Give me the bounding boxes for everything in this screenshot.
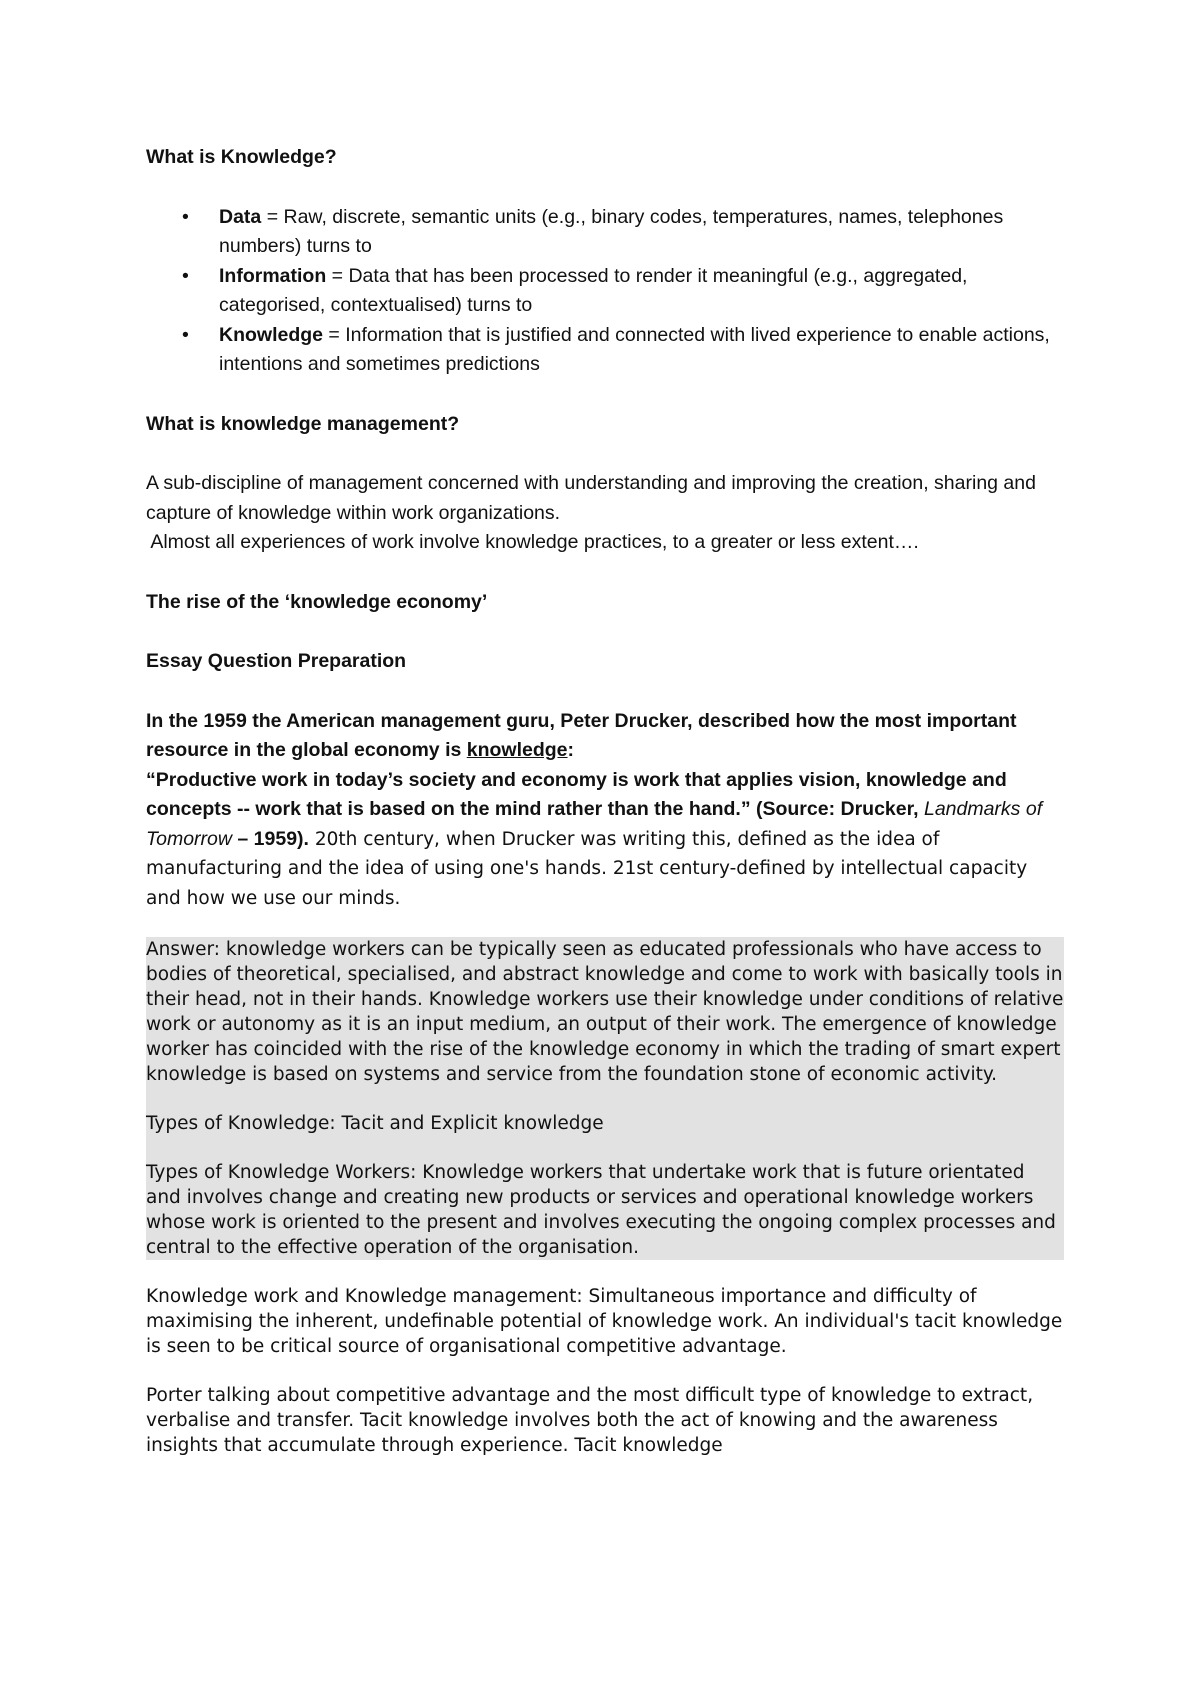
term-information: Information xyxy=(219,264,327,287)
answer-paragraph: Answer: knowledge workers can be typically seen as educated professionals who have access to bodies of theoretical, specialised, and abstract knowledge and come to work with basically tools in their head, not in their hands. Knowledge workers use their knowledge under conditions of relative work or autonomy as it is an input medium, an output of their work. The emergence of knowledge worker has coincided with the rise of the knowledge economy in which the trading of smart expert knowledge is based on systems and service from the foundation stone of economic activity. xyxy=(146,939,1064,1085)
list-item-information xyxy=(146,262,1066,321)
drucker-comment: 20th century, when Drucker was writing this, defined as the idea of manufacturing and the idea of using one's hands. 21st century-defined by intellectual capacity and how we use our minds. xyxy=(146,828,1028,909)
drucker-source-title: Landmarks of Tomorrow xyxy=(146,798,1043,850)
term-knowledge: Knowledge xyxy=(219,323,324,346)
drucker-source-end: – 1959). xyxy=(231,827,309,850)
km-work-paragraph: Knowledge work and Knowledge management: Simultaneous importance and difficulty of maximising the inherent, undefinable potential of knowledge work. An individual's tacit knowledge is seen to be critical source of organisational competitive advantage. xyxy=(146,1286,1063,1357)
heading-knowledge-management: What is knowledge management? xyxy=(146,412,460,435)
drucker-quote: “Productive work in today’s society and economy is work that applies vision, knowledge and concepts -- work that is based on the mind rather than the hand.” (Source: Drucker, xyxy=(146,768,1007,820)
heading-essay-preparation: Essay Question Preparation xyxy=(146,650,407,672)
heading-what-is-knowledge: What is Knowledge? xyxy=(146,146,337,168)
drucker-quote-paragraph xyxy=(146,766,1066,914)
answer-box xyxy=(146,937,1064,1260)
definition-knowledge: = Information that is justified and connected with lived experience to enable actions, intentions and sometimes predictions xyxy=(219,323,1050,375)
types-of-knowledge-workers: Types of Knowledge Workers: Knowledge workers that undertake work that is future orientated and involves change and creating new products or services and operational knowledge workers whose work is oriented to the present and involves executing the ongoing complex processes and central to the effective operation of the organisation. xyxy=(146,1162,1056,1258)
porter-paragraph: Porter talking about competitive advantage and the most difficult type of knowledge to extract, verbalise and transfer. Tacit knowledge involves both the act of knowing and the awareness insights that accumulate through experience. Tacit knowledge xyxy=(146,1385,1034,1456)
drucker-intro: In the 1959 the American management guru, Peter Drucker, described how the most important resource in the global economy is xyxy=(146,709,1017,761)
document-page xyxy=(146,143,1066,1458)
knowledge-practices-paragraph: Almost all experiences of work involve knowledge practices, to a greater or less extent…. xyxy=(146,531,919,553)
types-of-knowledge: Types of Knowledge: Tacit and Explicit knowledge xyxy=(146,1113,604,1134)
bullet-glyph: • xyxy=(182,264,189,287)
drucker-paragraph xyxy=(146,707,1066,766)
knowledge-hierarchy-list xyxy=(146,203,1066,380)
drucker-colon: : xyxy=(567,739,575,761)
km-definition-paragraph: A sub-discipline of management concerned with understanding and improving the creation, sharing and capture of knowledge within work organizations. xyxy=(146,472,1036,524)
term-data: Data xyxy=(219,205,262,228)
list-item-knowledge xyxy=(146,321,1066,380)
bullet-glyph: • xyxy=(182,323,189,346)
drucker-keyword: knowledge xyxy=(466,739,568,761)
definition-data: = Raw, discrete, semantic units (e.g., binary codes, temperatures, names, telephones numbers) turns to xyxy=(219,205,1004,257)
list-item-data xyxy=(146,203,1066,262)
definition-information: = Data that has been processed to render it meaningful (e.g., aggregated, categorised, contextualised) turns to xyxy=(219,264,968,316)
bullet-glyph: • xyxy=(182,205,189,228)
heading-knowledge-economy: The rise of the ‘knowledge economy’ xyxy=(146,590,488,613)
